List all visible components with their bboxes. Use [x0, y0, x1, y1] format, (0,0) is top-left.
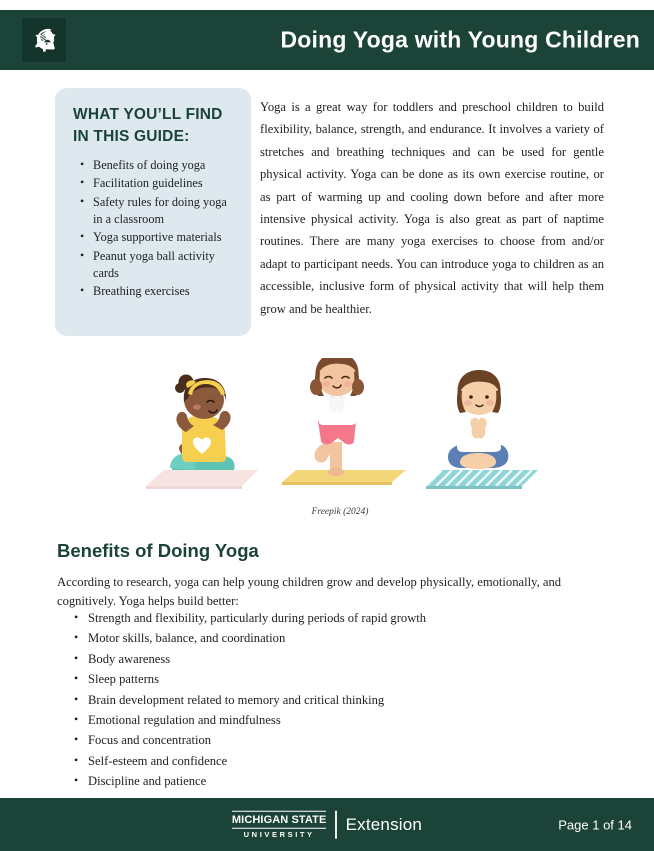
section-heading-benefits: Benefits of Doing Yoga: [57, 540, 259, 561]
wordmark-rule-top: [232, 810, 327, 811]
list-item: • Body awareness: [74, 653, 594, 666]
benefits-intro-paragraph: According to research, yoga can help young children grow and develop physically, emotionally, and cognitively. Yoga helps build better:: [57, 575, 562, 609]
msu-extension-wordmark: [0, 810, 654, 839]
page-header: [0, 10, 654, 70]
child-seated-stretch-pose: [146, 375, 258, 490]
list-item: • Self-esteem and confidence: [74, 755, 594, 768]
list-item: • Yoga supportive materials: [91, 229, 237, 246]
child-lotus-meditation-pose: [426, 370, 538, 489]
callout-list: [73, 157, 237, 300]
callout-title: WHAT YOU’LL FIND IN THIS GUIDE:: [73, 106, 223, 146]
list-item: • Facilitation guidelines: [91, 175, 237, 192]
benefits-list: [74, 612, 594, 796]
list-item: • Breathing exercises: [91, 283, 237, 300]
wordmark-michigan-state: MICHIGAN STATE: [231, 813, 327, 826]
intro-paragraph: Yoga is a great way for toddlers and preschool children to build flexibility, balance, strength, and endurance. It involves a variety of stretches and breathing techniques and can be used for gentle physical activity. Yoga can be done as its own exercise routine, or as part of warming up and cooling down before and after more intensive physical activity. Yoga is also great as part of naptime routines. There are many yoga exercises to choose from and/or adapt to participant needs. You can introduce yoga to children as an accessible, inclusive form of physical activity that will help them grow and be healthier.: [260, 100, 604, 316]
page-number-label: Page 1 of 14: [558, 817, 632, 832]
msu-university-wordmark: [232, 810, 327, 839]
page-footer: [0, 798, 654, 851]
wordmark-divider: [335, 811, 336, 839]
list-item: • Peanut yoga ball activity cards: [91, 248, 237, 282]
list-item: • Benefits of doing yoga: [91, 157, 237, 174]
list-item: • Focus and concentration: [74, 734, 594, 747]
list-item: • Discipline and patience: [74, 775, 594, 788]
list-item: • Motor skills, balance, and coordination: [74, 632, 594, 645]
list-item: • Emotional regulation and mindfulness: [74, 714, 594, 727]
list-item: • Brain development related to memory and critical thinking: [74, 694, 594, 707]
yoga-children-illustration: [130, 358, 550, 508]
wordmark-university: UNIVERSITY: [243, 829, 315, 839]
list-item: • Strength and flexibility, particularly during periods of rapid growth: [74, 612, 594, 625]
child-tree-pose: [282, 358, 406, 485]
page-title: Doing Yoga with Young Children: [280, 26, 640, 53]
what-youll-find-callout: [55, 88, 251, 336]
list-item: • Safety rules for doing yoga in a classroom: [91, 194, 237, 228]
illustration-caption: Freepik (2024): [311, 507, 369, 517]
wordmark-rule-middle: [232, 827, 327, 828]
list-item: • Sleep patterns: [74, 673, 594, 686]
wordmark-extension: Extension: [345, 814, 423, 834]
